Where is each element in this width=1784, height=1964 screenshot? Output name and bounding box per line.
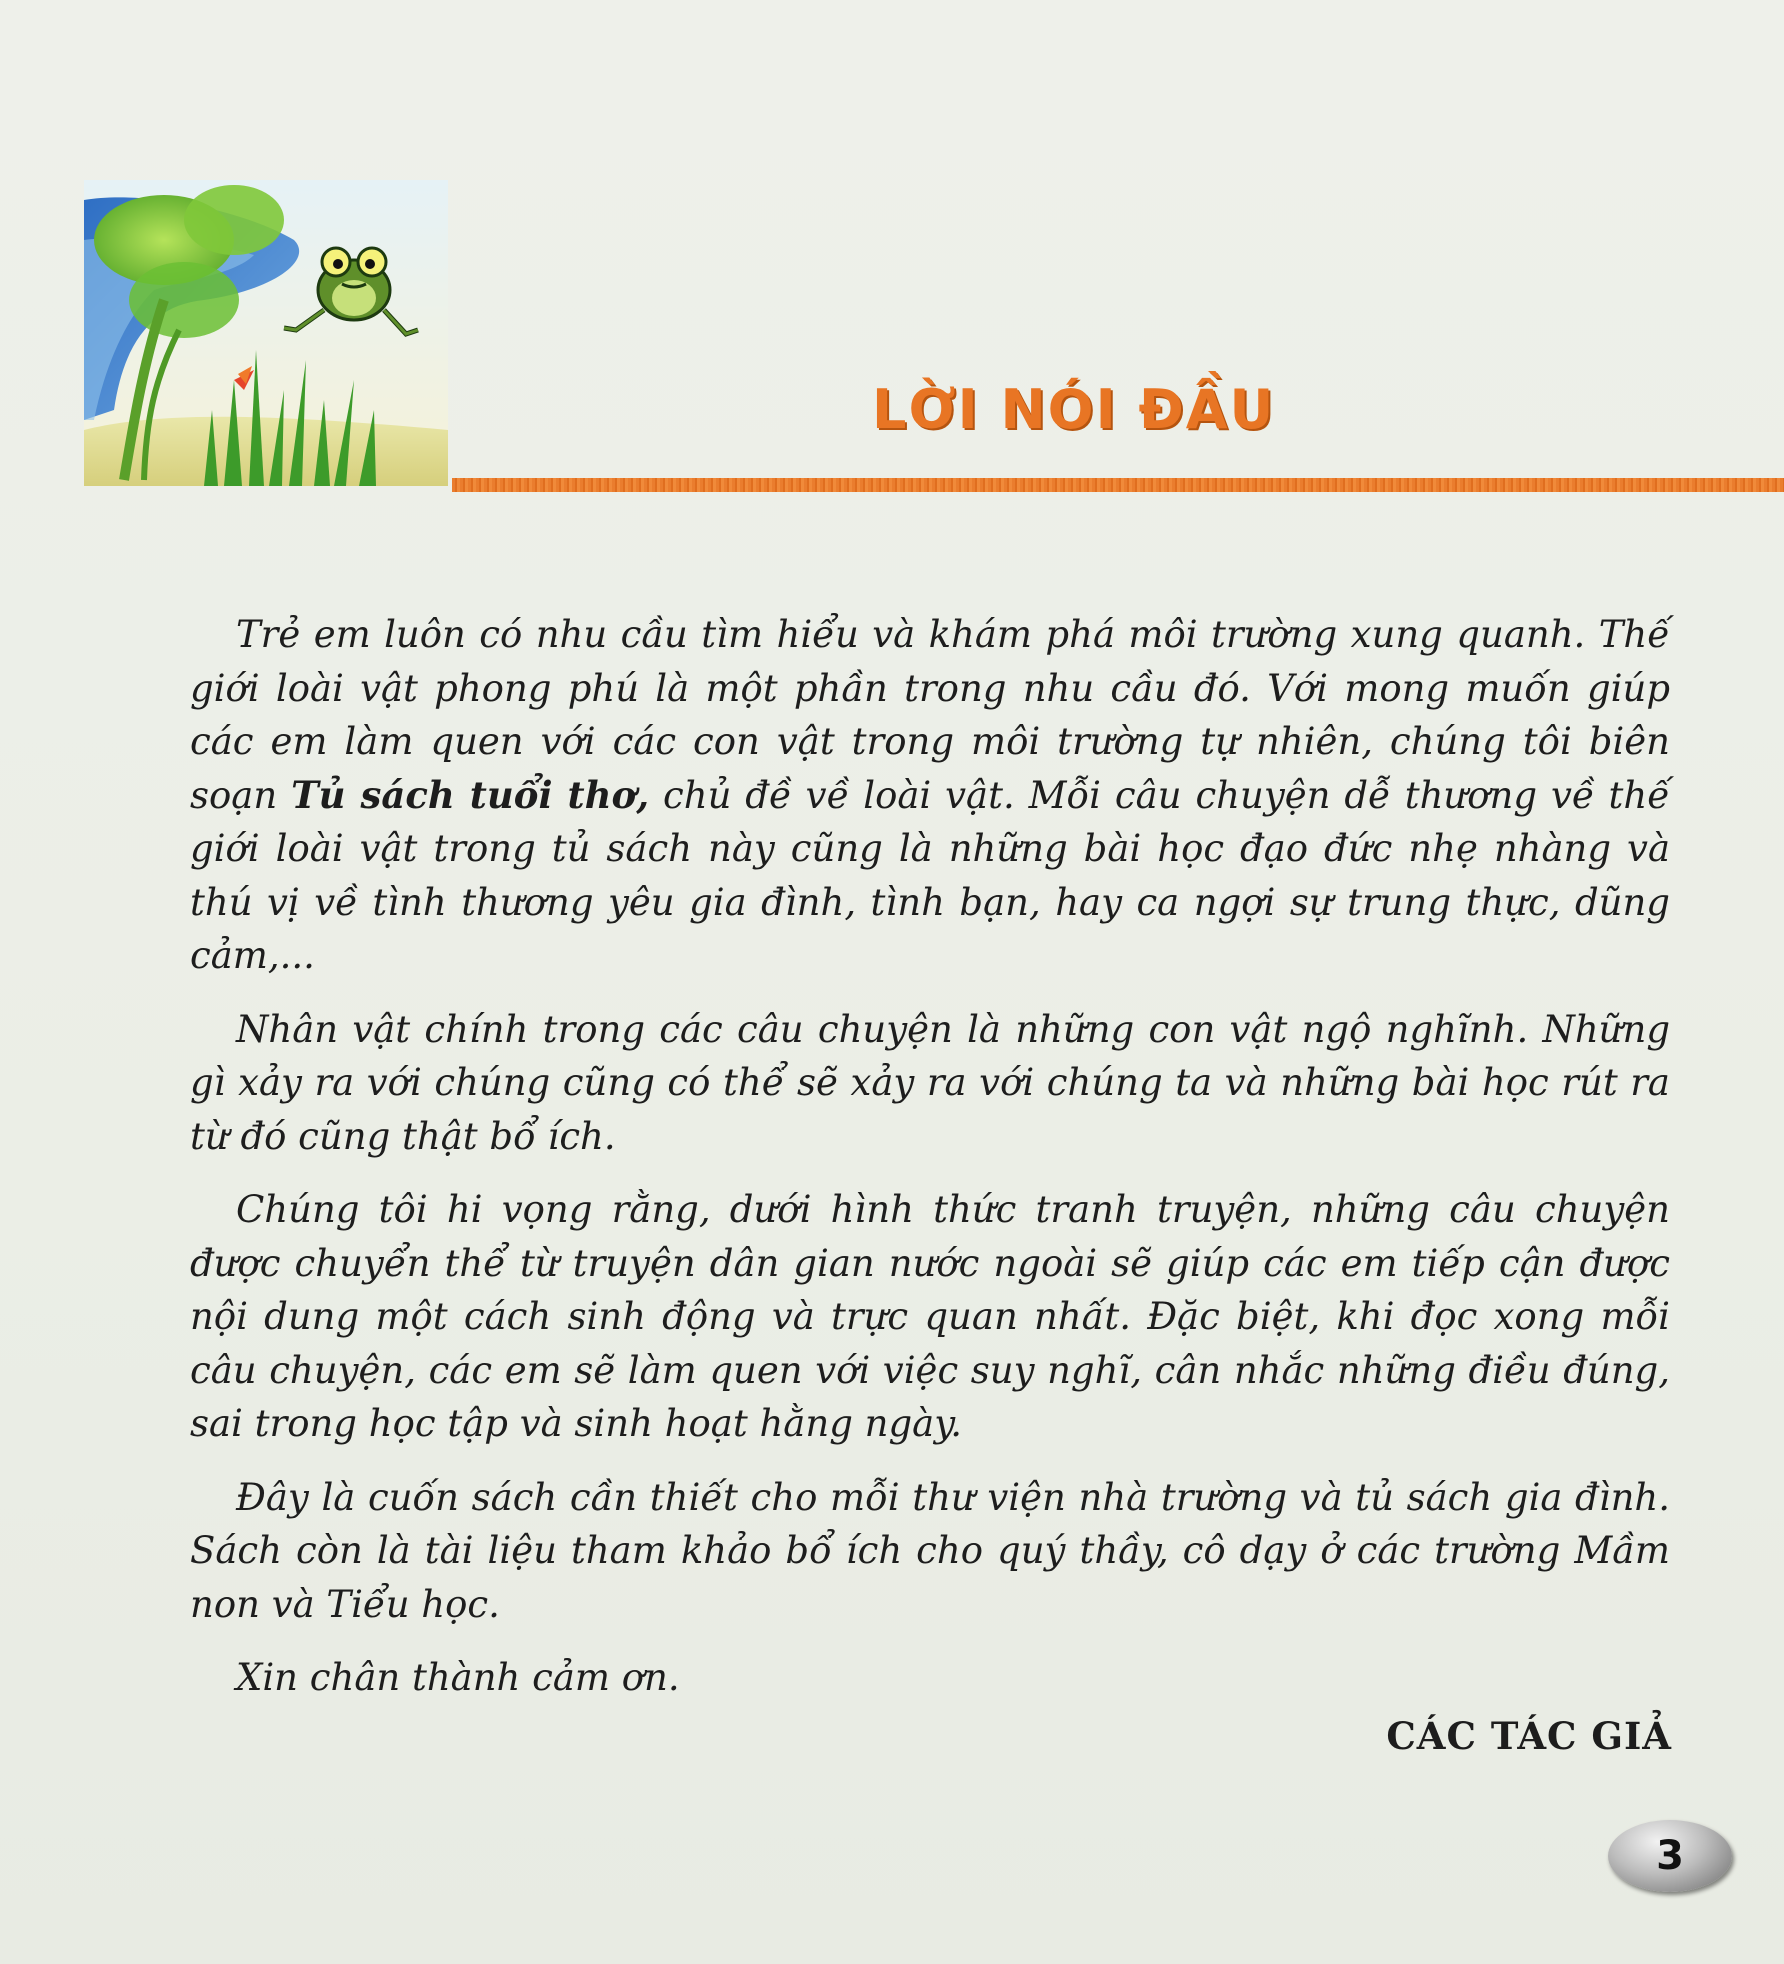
page-number: 3 (1656, 1833, 1684, 1879)
title-divider (452, 478, 1784, 492)
paragraph-1-bold: Tủ sách tuổi thơ, (291, 772, 650, 817)
page-title: LỜI NÓI ĐẦU (872, 378, 1276, 441)
frog-pond-illustration-icon (84, 180, 448, 486)
paragraph-1 (190, 608, 1670, 983)
paragraph-1-part-1: Trẻ em luôn có nhu cầu tìm hiểu và khám phá môi trường xung quanh. Thế giới loài vật phong phú là một phần trong nhu cầu đó. Với mong muốn giúp các em làm quen với các con vật trong môi trường tự nhiên, chúng tôi biên soạn (190, 613, 1670, 817)
paragraph-3: Chúng tôi hi vọng rằng, dưới hình thức tranh truyện, những câu chuyện được chuyển thể từ truyện dân gian nước ngoài sẽ giúp các em tiếp cận được nội dung một cách sinh động và trực quan nhất. Đặc biệt, khi đọc xong mỗi câu chuyện, các em sẽ làm quen với việc suy nghĩ, cân nhắc những điều đúng, sai trong học tập và sinh hoạt hằng ngày. (190, 1188, 1670, 1445)
paragraph-4: Đây là cuốn sách cần thiết cho mỗi thư viện nhà trường và tủ sách gia đình. Sách còn là tài liệu tham khảo bổ ích cho quý thầy, cô dạy ở các trường Mầm non và Tiểu học. (190, 1475, 1670, 1626)
paragraph-thanks: Xin chân thành cảm ơn. (236, 1656, 680, 1699)
author-signature: CÁC TÁC GIẢ (1386, 1714, 1672, 1758)
page-number-badge (1608, 1820, 1732, 1892)
preface-body (190, 608, 1670, 1725)
paragraph-2: Nhân vật chính trong các câu chuyện là những con vật ngộ nghĩnh. Những gì xảy ra với chúng cũng có thể sẽ xảy ra với chúng ta và những bài học rút ra từ đó cũng thật bổ ích. (190, 1007, 1670, 1158)
paragraph-1-part-2: chủ đề về loài vật. Mỗi câu chuyện dễ thương về thế giới loài vật trong tủ sách này cũng là những bài học đạo đức nhẹ nhàng và thú vị về tình thương yêu gia đình, tình bạn, hay ca ngợi sự trung thực, dũng cảm,... (190, 773, 1670, 977)
